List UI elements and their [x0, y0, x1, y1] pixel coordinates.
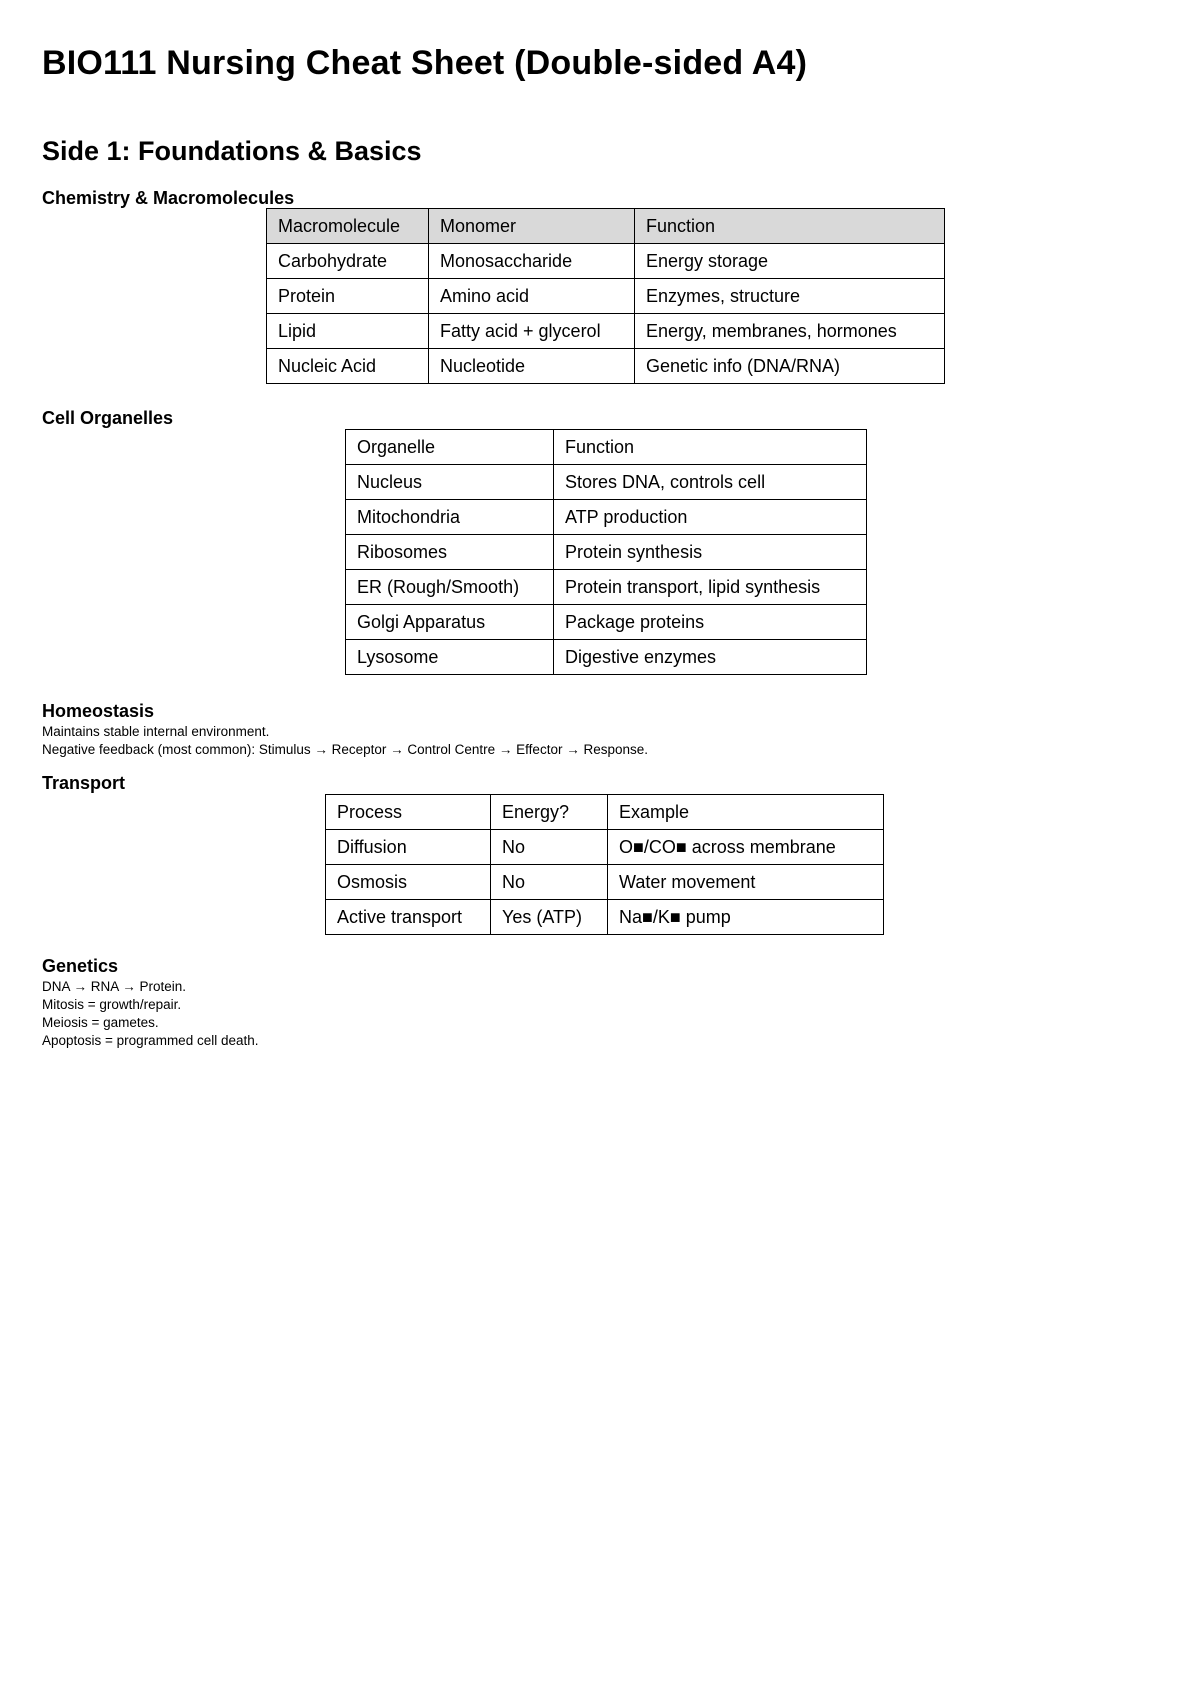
table-cell: Package proteins — [554, 605, 867, 640]
table-cell: Stores DNA, controls cell — [554, 465, 867, 500]
table-cell: No — [491, 830, 608, 865]
table-cell: Nucleic Acid — [267, 349, 429, 384]
column-header: Energy? — [491, 795, 608, 830]
table-cell: ATP production — [554, 500, 867, 535]
transport-table — [325, 794, 884, 935]
organelles-table — [345, 429, 867, 675]
text-line: Meiosis = gametes. — [42, 1015, 159, 1030]
table-cell: Osmosis — [326, 865, 491, 900]
table-row — [267, 349, 945, 384]
table-cell: Mitochondria — [346, 500, 554, 535]
document-title: BIO111 Nursing Cheat Sheet (Double-sided A4) — [42, 44, 808, 82]
table-cell: No — [491, 865, 608, 900]
table-cell: O■/CO■ across membrane — [608, 830, 884, 865]
table-row — [326, 900, 884, 935]
text-line: Maintains stable internal environment. — [42, 724, 270, 739]
side-title: Side 1: Foundations & Basics — [42, 136, 422, 166]
table-cell: Fatty acid + glycerol — [429, 314, 635, 349]
organelles-heading: Cell Organelles — [42, 408, 174, 428]
column-header: Macromolecule — [267, 209, 429, 244]
table-cell: Na■/K■ pump — [608, 900, 884, 935]
table-cell: Ribosomes — [346, 535, 554, 570]
table-cell: ER (Rough/Smooth) — [346, 570, 554, 605]
text-line: DNA → RNA → Protein. — [42, 979, 187, 994]
table-header-row — [346, 430, 867, 465]
table-cell: Digestive enzymes — [554, 640, 867, 675]
column-header: Monomer — [429, 209, 635, 244]
table-cell: Yes (ATP) — [491, 900, 608, 935]
homeostasis-heading: Homeostasis — [42, 701, 155, 721]
table-cell: Water movement — [608, 865, 884, 900]
table-cell: Energy storage — [635, 244, 945, 279]
table-row — [267, 244, 945, 279]
table-row — [346, 640, 867, 675]
table-cell: Amino acid — [429, 279, 635, 314]
table-cell: Golgi Apparatus — [346, 605, 554, 640]
chemistry-heading: Chemistry & Macromolecules — [42, 188, 295, 208]
table-row — [267, 279, 945, 314]
table-row — [346, 605, 867, 640]
table-row — [346, 500, 867, 535]
table-cell: Enzymes, structure — [635, 279, 945, 314]
table-cell: Diffusion — [326, 830, 491, 865]
table-cell: Genetic info (DNA/RNA) — [635, 349, 945, 384]
table-row — [346, 535, 867, 570]
table-row — [346, 570, 867, 605]
column-header: Process — [326, 795, 491, 830]
text-line: Mitosis = growth/repair. — [42, 997, 182, 1012]
table-row — [326, 865, 884, 900]
table-header-row — [326, 795, 884, 830]
table-cell: Protein transport, lipid synthesis — [554, 570, 867, 605]
column-header: Function — [635, 209, 945, 244]
column-header: Organelle — [346, 430, 554, 465]
table-cell: Protein synthesis — [554, 535, 867, 570]
table-cell: Active transport — [326, 900, 491, 935]
text-line: Negative feedback (most common): Stimulus → Receptor → Control Centre → Effector → Response. — [42, 742, 648, 757]
table-header-row — [267, 209, 945, 244]
genetics-heading: Genetics — [42, 956, 119, 976]
column-header: Example — [608, 795, 884, 830]
table-row — [326, 830, 884, 865]
text-line: Apoptosis = programmed cell death. — [42, 1033, 259, 1048]
table-cell: Energy, membranes, hormones — [635, 314, 945, 349]
table-cell: Nucleotide — [429, 349, 635, 384]
table-row — [267, 314, 945, 349]
homeostasis-text — [42, 723, 648, 759]
table-cell: Nucleus — [346, 465, 554, 500]
macromolecules-table — [266, 208, 945, 384]
transport-heading: Transport — [42, 773, 126, 793]
table-row — [346, 465, 867, 500]
table-cell: Protein — [267, 279, 429, 314]
column-header: Function — [554, 430, 867, 465]
table-cell: Carbohydrate — [267, 244, 429, 279]
genetics-text — [42, 978, 259, 1050]
table-cell: Monosaccharide — [429, 244, 635, 279]
table-cell: Lysosome — [346, 640, 554, 675]
table-cell: Lipid — [267, 314, 429, 349]
